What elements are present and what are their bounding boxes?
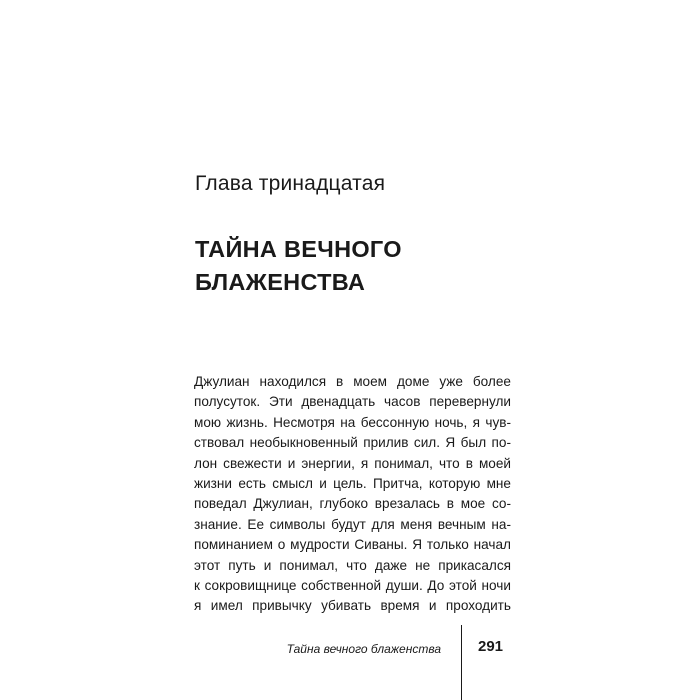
body-line: к сокровищнице собственной души. До этой ночи: [194, 577, 511, 593]
body-paragraph: [194, 372, 511, 617]
chapter-label: Глава тринадцатая: [195, 172, 386, 195]
page-number: 291: [478, 638, 504, 655]
body-line: Джулиан находился в моем доме уже более: [194, 374, 511, 389]
chapter-title-line: БЛАЖЕНСТВА: [195, 269, 366, 295]
body-line: мою жизнь. Несмотря на бессонную ночь, я чув-: [194, 414, 511, 430]
body-line: лон свежести и энергии, я понимал, что в моей: [194, 455, 511, 471]
body-line: этот путь и понимал, что даже не прикасался: [194, 557, 511, 573]
body-line: я имел привычку убивать время и проходить: [194, 598, 511, 614]
running-footer-title: Тайна вечного блаженства: [286, 642, 441, 656]
body-line: ствовал необыкновенный прилив сил. Я был по-: [194, 435, 511, 451]
body-line: полусуток. Эти двенадцать часов перевернули: [194, 394, 511, 410]
body-line: знание. Ее символы будут для меня вечным на-: [194, 516, 511, 532]
body-line: поминанием о мудрости Сиваны. Я только начал: [194, 537, 511, 553]
body-line: поведал Джулиан, глубоко врезалась в мое со-: [194, 496, 511, 512]
footer-divider: [461, 625, 462, 700]
body-line: жизни есть смысл и цель. Притча, которую мне: [194, 475, 511, 491]
chapter-title-line: ТАЙНА ВЕЧНОГО: [195, 236, 402, 262]
chapter-title: [195, 233, 402, 299]
